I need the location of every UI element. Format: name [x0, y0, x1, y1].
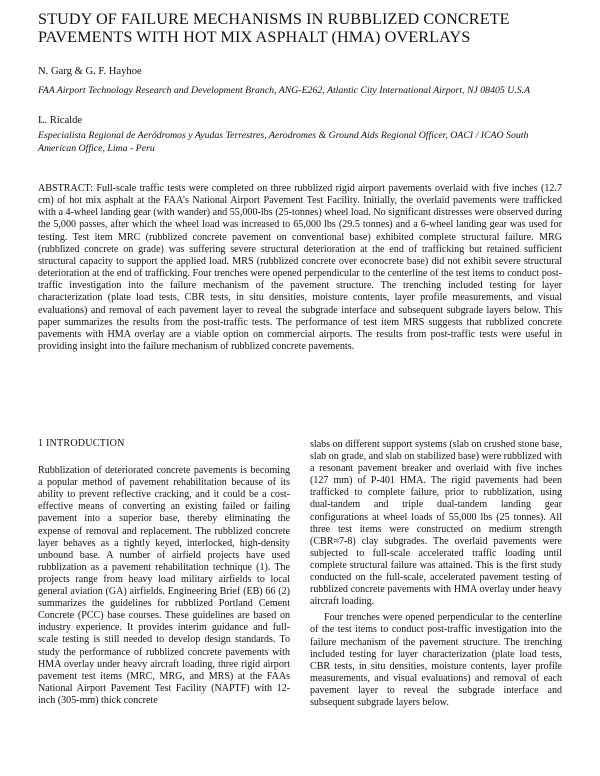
intro-paragraph-2: Four trenches were opened perpendicular to the centerline of the test items to conduct post-traffic investigation into the failure mechanism of the pavement structure. The trenching included testing for layer characterization (plate load tests, CBR tests, in situ densities, moisture contents, layer profile measurements, and visual evaluations) and removal of each pavement layer to reveal the subgrade interface and subsequent subgrade layers below. — [310, 612, 562, 708]
author-block-2 — [38, 114, 562, 155]
paper-page — [38, 10, 562, 353]
left-column — [38, 436, 290, 709]
section-heading-introduction: 1 INTRODUCTION — [38, 438, 125, 449]
intro-paragraph-1: Rubblization of deteriorated concrete pavements is becoming a popular method of pavement rehabilitation because of its ability to prevent reflective cracking, and it could be a cost-effective means of converting an existing failed or failing pavement into a superior base, thereby eliminating the expense of removal and replacement. The rubblized concrete layer behaves as a tightly keyed, interlocked, high-density unbound base. A number of airfield projects have used rubblization as a pavement rehabilitation technique (1). The projects range from heavy load military airfields to local general aviation (GA) airfields. Engineering Brief (EB) 66 (2) summarizes the guidelines for rubblized Portland Cement Concrete (PCC) base courses. These guidelines are based on industry experience. It provides interim guidance and full-scale testing is still needed to develop design standards. To study the performance of rubblized concrete pavements with HMA overlay under heavy aircraft loading, three rigid airport pavement test items (MRC, MRG, and MRS) at the FAAs National Airport Pavement Test Facility (NAPTF) with 12-inch (305-mm) thick concrete — [38, 465, 290, 706]
paper-title: STUDY OF FAILURE MECHANISMS IN RUBBLIZED CONCRETE PAVEMENTS WITH HOT MIX ASPHALT (HMA) OVERLAYS — [38, 10, 510, 46]
body-columns — [38, 436, 562, 709]
author-affiliation-1: FAA Airport Technology Research and Development Branch, ANG-E262, Atlantic City International Airport, NJ 08405 U.S.A — [38, 85, 531, 96]
abstract: ABSTRACT: Full-scale traffic tests were completed on three rubblized rigid airport pavements overlaid with five inches (12.7 cm) of hot mix asphalt at the FAA’s National Airport Pavement Test Facility. Initially, the overlaid pavements were trafficked with a 4-wheel landing gear (with wander) and 55,000-lbs (25-tonnes) wheel load. No significant distresses were observed during the 5,000 passes, after which the wheel load was increased to 65,000 lbs (29.5 tonnes) and a 6-wheel landing gear was used for testing. Test item MRC (rubblized concrete pavement on conventional base) exhibited complete structural failure. MRG (rubblized concrete on grade) was suffering severe structural deterioration at the end of trafficking but retained sufficient structural capacity to support the applied load. MRS (rubblized concrete over econocrete base) did not exhibit severe structural deterioration at the end of trafficking. Four trenches were opened perpendicular to the centerline of the test items to conduct post-traffic investigation into the failure mechanism of the pavement structure. The trenching included testing for layer characterization (plate load tests, CBR tests, in situ densities, moisture contents, layer profile measurements, and visual evaluations) and removal of each pavement layer to reveal the subgrade interface and subsequent subgrade layers below. This paper summarizes the results from the post-traffic tests. The performance of test item MRS suggests that rubblized concrete pavements with HMA overlay are a viable option on commercial airports. The results from post-traffic tests were useful in providing insight into the failure mechanism of rubblized concrete pavements. — [38, 183, 562, 353]
author-names-1: N. Garg & G. F. Hayhoe — [38, 66, 142, 77]
intro-paragraph-1-continued: slabs on different support systems (slab on crushed stone base, slab on grade, and slab on stabilized base) were rubblized with a resonant pavement breaker and overlaid with five inches (127 mm) of P-401 HMA. The rigid pavements had been trafficked to complete failure, prior to rubblization, using dual-tandem and triple dual-tandem landing gear configurations at wheel loads of 55,000 lbs (25 tonnes). All three test items were constructed on medium strength (CBR≈7-8) clay subgrades. The overlaid pavements were subjected to full-scale accelerated traffic loading until complete structural failure was attained. This is the first study conducted on the full-scale, accelerated pavement testing of rubblized concrete pavements with HMA overlay under heavy aircraft loading. — [310, 439, 562, 608]
author-names-2: L. Ricalde — [38, 115, 83, 126]
author-affiliation-2: Especialista Regional de Aeródromos y Ayudas Terrestres, Aerodromes & Ground Aids Regional Officer, OACI / ICAO South American Office, Lima - Peru — [38, 130, 529, 154]
right-column — [310, 439, 562, 709]
